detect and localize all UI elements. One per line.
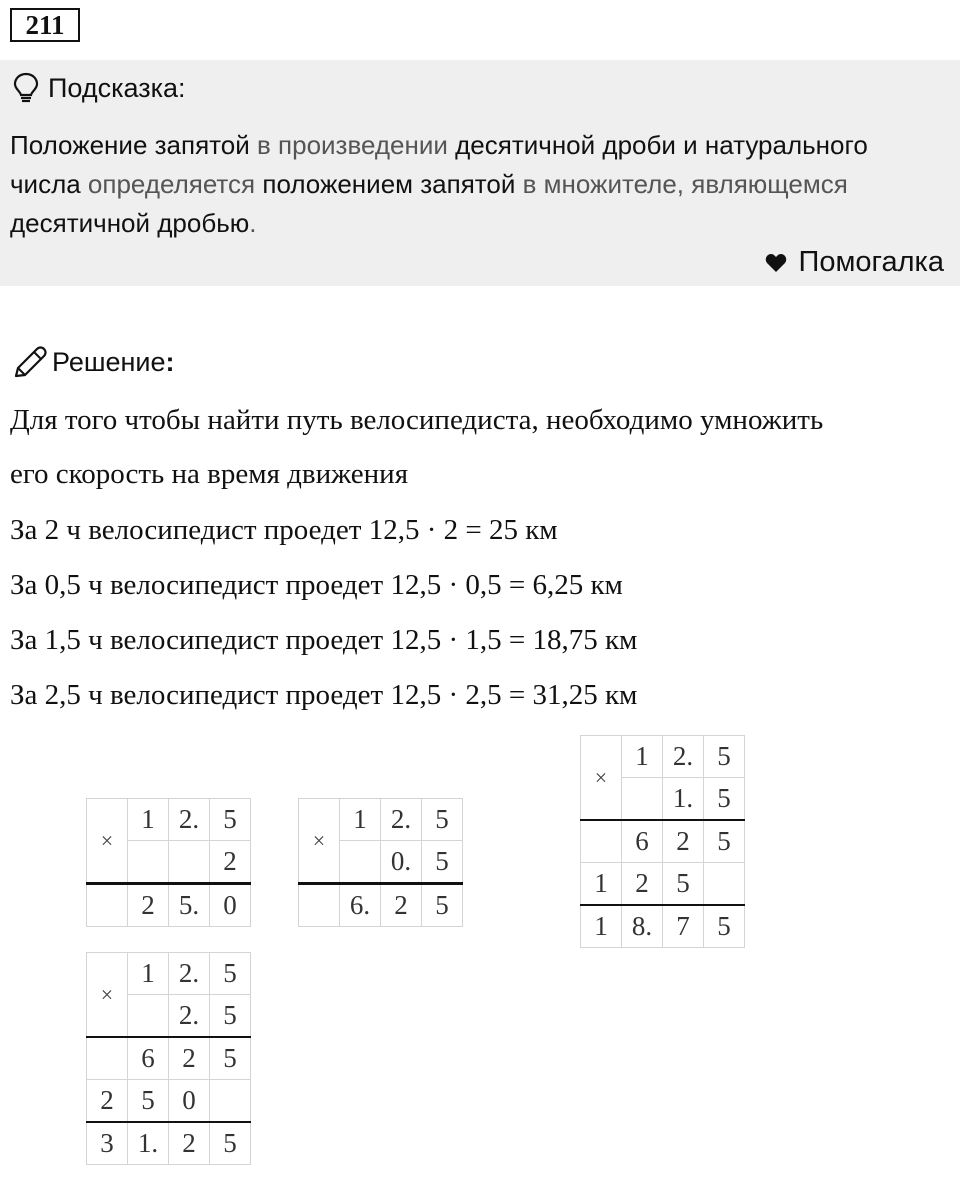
hint-text-part: в множителе, являющемся [515, 169, 848, 199]
solution-line: За 2,5 ч велосипедист проедет 12,5 · 2,5 = 31,25 км [10, 679, 638, 711]
hint-text [10, 126, 940, 243]
calc-digit: 2 [663, 820, 704, 863]
solution-colon: : [165, 346, 175, 377]
hint-title: Подсказка: [48, 72, 186, 103]
multiply-sign: × [581, 736, 622, 821]
brand-text: Помогалка [798, 246, 944, 278]
solution-line: его скорость на время движения [10, 458, 409, 490]
calc-row [87, 1122, 251, 1165]
calc-row [87, 884, 251, 927]
calc-row [581, 820, 745, 863]
calc-digit: 1 [622, 736, 663, 778]
solution-line: Для того чтобы найти путь велосипедиста, необходимо умножить [10, 404, 824, 436]
solution-header [12, 344, 175, 380]
hint-header [12, 72, 186, 104]
calc-digit: 2 [381, 884, 422, 927]
heart-icon [765, 253, 787, 273]
calc-digit [299, 884, 340, 927]
calc-digit: 6. [340, 884, 381, 927]
calc-digit: 5 [704, 778, 745, 821]
multiplication-table-2 [298, 798, 463, 927]
calc-digit: 5 [210, 1122, 251, 1165]
multiplication-table-3 [580, 735, 745, 948]
calc-digit: 2 [128, 884, 169, 927]
calc-digit: 2 [169, 1037, 210, 1080]
hint-key-term: десятичной дроби и натурального числа [10, 130, 868, 199]
calc-digit: 1 [340, 799, 381, 841]
calc-digit: 7 [663, 905, 704, 948]
multiply-sign: × [87, 953, 128, 1038]
calc-digit [128, 995, 169, 1038]
calc-row [581, 863, 745, 906]
calc-digit [340, 841, 381, 884]
calc-row [87, 953, 251, 995]
calc-digit: 2 [210, 841, 251, 884]
calc-digit: 5 [663, 863, 704, 906]
calc-digit: 0 [169, 1080, 210, 1123]
solution-line: За 2 ч велосипедист проедет 12,5 · 2 = 25 км [10, 514, 558, 546]
calc-digit: 5. [169, 884, 210, 927]
calc-digit: 5 [210, 953, 251, 995]
calc-digit: 6 [622, 820, 663, 863]
calc-digit [169, 841, 210, 884]
calc-digit [704, 863, 745, 906]
calc-digit: 1. [128, 1122, 169, 1165]
calc-digit: 2 [622, 863, 663, 906]
hint-key-term: положением запятой [262, 169, 516, 199]
multiplication-table-4 [86, 952, 251, 1165]
calc-digit: 5 [422, 884, 463, 927]
hint-text-part: определяется [80, 169, 263, 199]
calc-row [581, 736, 745, 778]
calc-digit: 2 [169, 1122, 210, 1165]
calc-digit: 1 [128, 799, 169, 841]
hint-text-part: . [249, 208, 257, 238]
calc-row [87, 799, 251, 841]
calc-row [87, 1037, 251, 1080]
calc-digit: 2. [381, 799, 422, 841]
calc-digit: 3 [87, 1122, 128, 1165]
pencil-icon [12, 344, 48, 380]
calc-row [87, 1080, 251, 1123]
calc-digit: 2. [169, 995, 210, 1038]
calc-digit [581, 820, 622, 863]
calc-digit [87, 884, 128, 927]
calc-digit: 5 [128, 1080, 169, 1123]
calc-digit: 5 [210, 799, 251, 841]
calc-digit: 2. [663, 736, 704, 778]
brand-label [765, 246, 944, 279]
calc-digit: 5 [422, 799, 463, 841]
calc-digit: 1 [128, 953, 169, 995]
calc-digit: 2. [169, 799, 210, 841]
calc-digit [210, 1080, 251, 1123]
calc-digit: 5 [210, 995, 251, 1038]
calc-digit: 5 [704, 820, 745, 863]
calc-digit: 1. [663, 778, 704, 821]
calc-digit [622, 778, 663, 821]
hint-key-term: десятичной дробью [10, 208, 250, 238]
calc-row [581, 905, 745, 948]
calc-digit: 5 [704, 736, 745, 778]
solution-line: За 1,5 ч велосипедист проедет 12,5 · 1,5 = 18,75 км [10, 624, 638, 656]
hint-key-term: Положение запятой [10, 130, 250, 160]
hint-text-part: в произведении [249, 130, 456, 160]
calc-digit: 2 [87, 1080, 128, 1123]
calc-digit: 6 [128, 1037, 169, 1080]
calc-digit: 1 [581, 905, 622, 948]
multiply-sign: × [87, 799, 128, 884]
calc-digit: 8. [622, 905, 663, 948]
calc-digit: 5 [210, 1037, 251, 1080]
hint-panel [0, 60, 960, 286]
calc-digit [87, 1037, 128, 1080]
calc-digit: 0. [381, 841, 422, 884]
calc-row [299, 799, 463, 841]
calc-digit: 5 [704, 905, 745, 948]
calc-digit [128, 841, 169, 884]
calc-digit: 0 [210, 884, 251, 927]
solution-title: Решение [52, 346, 166, 377]
calc-digit: 2. [169, 953, 210, 995]
multiply-sign: × [299, 799, 340, 884]
lightbulb-icon [12, 72, 40, 104]
calc-row [299, 884, 463, 927]
calc-digit: 1 [581, 863, 622, 906]
calc-digit: 5 [422, 841, 463, 884]
solution-line: За 0,5 ч велосипедист проедет 12,5 · 0,5 = 6,25 км [10, 569, 623, 601]
multiplication-table-1 [86, 798, 251, 927]
task-number: 211 [10, 8, 80, 42]
